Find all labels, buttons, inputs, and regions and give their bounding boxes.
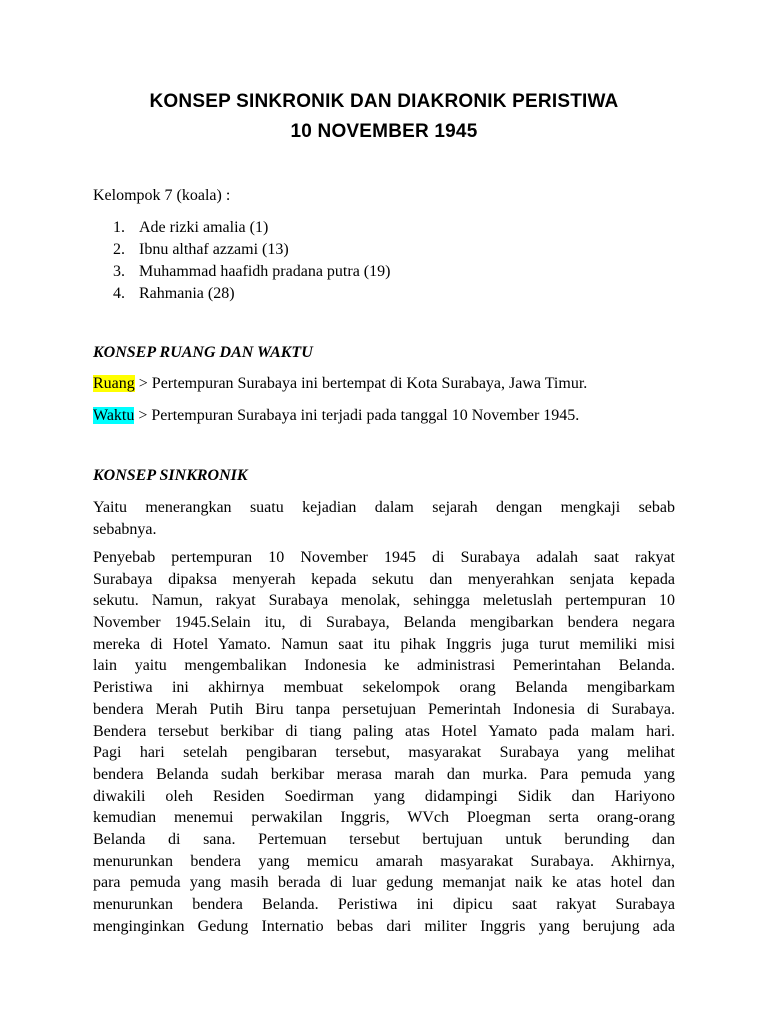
section-heading-ruang-waktu: KONSEP RUANG DAN WAKTU — [93, 344, 313, 361]
member-list-item — [113, 239, 390, 261]
paragraph-line: Bendera tersebut berkibar di tiang paling atas Hotel Yamato pada malam hari. — [93, 722, 675, 740]
waktu-line — [93, 405, 579, 427]
paragraph-line: Pagi hari setelah pengibaran tersebut, masyarakat Surabaya yang melihat — [93, 744, 675, 762]
ruang-line — [93, 373, 587, 395]
member-name: Muhammad haafidh pradana putra (19) — [139, 263, 391, 280]
paragraph-line: mereka di Hotel Yamato. Namun saat itu pihak Inggris juga turut memiliki misi — [93, 635, 675, 653]
group-label: Kelompok 7 (koala) : — [93, 187, 231, 204]
waktu-description: > Pertempuran Surabaya ini terjadi pada tanggal 10 November 1945. — [134, 407, 580, 424]
paragraph-line: sebabnya. — [93, 520, 157, 538]
member-number: 1. — [113, 219, 125, 236]
paragraph-line: Surabaya dipaksa menyerah kepada sekutu dan menyerahkan senjata kepada — [93, 570, 675, 588]
paragraph-line: bendera Merah Putih Biru tanpa persetujuan Pemerintah Indonesia di Surabaya. — [93, 700, 675, 718]
paragraph-line: lain yaitu mengembalikan Indonesia ke administrasi Pemerintahan Belanda. — [93, 657, 675, 675]
paragraph-line: diwakili oleh Residen Soedirman yang didampingi Sidik dan Hariyono — [93, 787, 675, 805]
member-number: 4. — [113, 285, 125, 302]
section-heading-sinkronik: KONSEP SINKRONIK — [93, 467, 248, 484]
paragraph-line: para pemuda yang masih berada di luar gedung memanjat naik ke atas hotel dan — [93, 874, 675, 892]
member-list — [113, 217, 390, 305]
member-list-item — [113, 283, 390, 305]
document-title-line-2: 10 NOVEMBER 1945 — [290, 121, 478, 142]
ruang-description: > Pertempuran Surabaya ini bertempat di Kota Surabaya, Jawa Timur. — [134, 375, 588, 392]
paragraph-line: bendera Belanda sudah berkibar merasa marah dan murka. Para pemuda yang — [93, 765, 675, 783]
sinkronik-definition-paragraph — [93, 497, 675, 540]
paragraph-line: menurunkan bendera yang memicu amarah masyarakat Surabaya. Akhirnya, — [93, 852, 675, 870]
member-name: Rahmania (28) — [139, 285, 235, 302]
paragraph-line: Yaitu menerangkan suatu kejadian dalam sejarah dengan mengkaji sebab — [93, 499, 675, 516]
waktu-highlight-label: Waktu — [93, 407, 135, 424]
document-title-line-1: KONSEP SINKRONIK DAN DIAKRONIK PERISTIWA — [149, 91, 619, 112]
member-number: 2. — [113, 241, 125, 258]
member-list-item — [113, 217, 390, 239]
member-name: Ibnu althaf azzami (13) — [139, 241, 289, 258]
member-name: Ade rizki amalia (1) — [139, 219, 269, 236]
paragraph-line: menurunkan bendera Belanda. Peristiwa ini dipicu saat rakyat Surabaya — [93, 896, 675, 913]
paragraph-line: menginginkan Gedung Internatio bebas dari militer Inggris yang berujung ada — [93, 917, 675, 935]
member-number: 3. — [113, 263, 125, 280]
sinkronik-cause-paragraph — [93, 547, 675, 937]
paragraph-line: Peristiwa ini akhirnya membuat sekelompok orang Belanda mengibarkam — [93, 679, 675, 697]
paragraph-line: kemudian menemui perwakilan Inggris, WVch Ploegman serta orang-orang — [93, 809, 675, 827]
member-list-item — [113, 261, 390, 283]
paragraph-line: November 1945.Selain itu, di Surabaya, Belanda mengibarkan bendera negara — [93, 614, 675, 632]
paragraph-line: Penyebab pertempuran 10 November 1945 di Surabaya adalah saat rakyat — [93, 549, 675, 566]
paragraph-line: Belanda di sana. Pertemuan tersebut bertujuan untuk berunding dan — [93, 830, 675, 848]
paragraph-line: sekutu. Namun, rakyat Surabaya menolak, sehingga meletuslah pertempuran 10 — [93, 592, 675, 610]
ruang-highlight-label: Ruang — [93, 375, 135, 392]
